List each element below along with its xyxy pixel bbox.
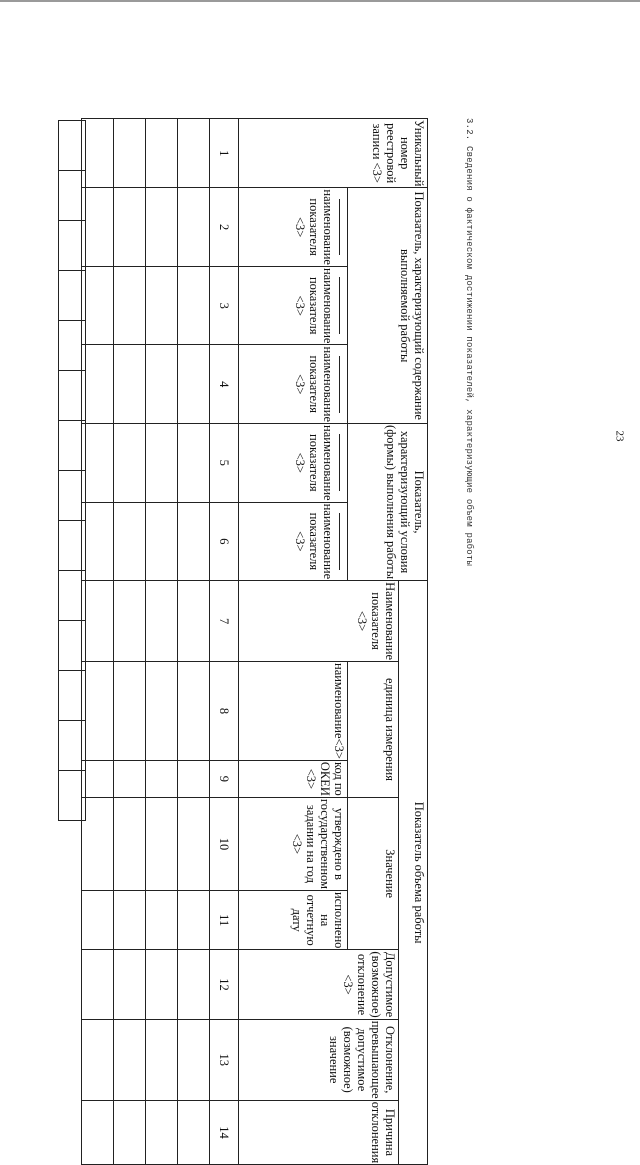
column-number-cell: 14 [210, 1100, 239, 1164]
header-conditions-group: Показатель, характеризующий условия (формы) выполнения работы [348, 424, 428, 581]
blank-line [339, 434, 340, 491]
table-row [146, 119, 178, 1165]
header-volume-group: Показатель объема работы [399, 581, 428, 1165]
column-number-cell: 10 [210, 797, 239, 890]
section-caption: 3.2. Сведения о фактическом достижении показателей, характеризующие объем работы [464, 118, 474, 567]
column-number-cell: 12 [210, 950, 239, 1019]
table-row [82, 119, 114, 1165]
column-number-cell: 5 [210, 424, 239, 503]
table-row [178, 119, 210, 1165]
table-row [114, 119, 146, 1165]
header-allowed-deviation: Допустимое (возможное) отклонение <3> [239, 950, 399, 1019]
column-number-cell: 4 [210, 345, 239, 424]
header-unique-number: Уникальный номер реестровой записи <3> [239, 119, 428, 188]
column-number-cell: 13 [210, 1019, 239, 1100]
blank-line [339, 513, 340, 570]
column-number-cell: 8 [210, 662, 239, 761]
header-unit-name: наименование<3> [239, 662, 348, 761]
volume-indicators-table [81, 118, 428, 1165]
header-executed: исполнено на отчетную дату [239, 890, 348, 949]
column-number-row [210, 119, 239, 1165]
blank-line [339, 277, 340, 334]
header-reason: Причина отклонения [239, 1100, 399, 1164]
header-col-3: наименование показателя <3> [239, 266, 348, 345]
header-col-4: наименование показателя <3> [239, 345, 348, 424]
header-deviation-exceeding: Отклонение, превышающее допустимое (возможное) значение [239, 1019, 399, 1100]
rotated-content [0, 118, 475, 1164]
column-number-cell: 11 [210, 890, 239, 949]
column-number-cell: 2 [210, 188, 239, 267]
header-col-5: наименование показателя <3> [239, 424, 348, 503]
header-approved: утверждено в государственном задании на год <3> [239, 797, 348, 890]
column-number-cell: 1 [210, 119, 239, 188]
page-number: 23 [613, 430, 626, 442]
column-number-cell: 3 [210, 266, 239, 345]
header-content-group: Показатель, характеризующий содержание выполняемой работы [348, 188, 428, 424]
header-unit-group: единица измерения [348, 662, 399, 798]
column-number-cell: 7 [210, 581, 239, 662]
header-col-2: наименование показателя <3> [239, 188, 348, 267]
blank-line [339, 199, 340, 256]
blank-line [339, 356, 340, 413]
header-indicator-name: Наименование показателя <3> [239, 581, 399, 662]
header-unit-code: код по ОКЕИ <3> [239, 760, 348, 797]
column-number-cell: 9 [210, 760, 239, 797]
column-number-cell: 6 [210, 502, 239, 581]
header-col-6: наименование показателя <3> [239, 502, 348, 581]
header-value-group: Значение [348, 797, 399, 950]
